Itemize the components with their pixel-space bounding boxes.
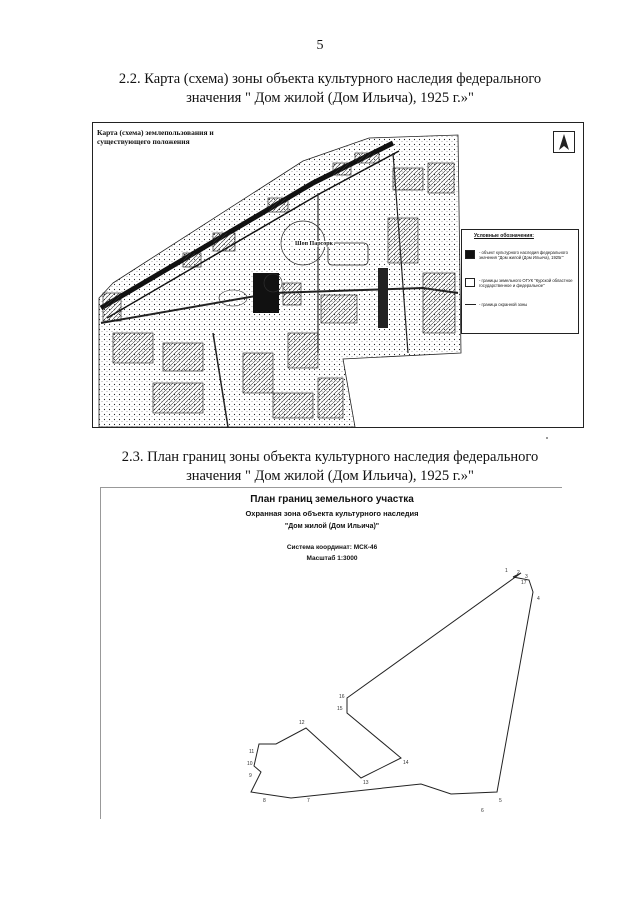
heading-line: значения " Дом жилой (Дом Ильича), 1925 г.»" [186,90,474,106]
plan-point-label: 11 [249,749,255,755]
plan-boundary-drawing [101,488,563,820]
plan-point-label: 7 [307,798,310,804]
plan-point-label: 10 [247,761,253,767]
map-title [97,128,297,146]
plan-object: "Дом жилой (Дом Ильича)" [284,523,380,530]
plan-point-label: 6 [481,808,484,814]
plan-point-label: 2 [517,570,520,576]
plan-subtitle: Охранная зона объекта культурного наследия [245,509,419,518]
plan-point-label: 8 [263,798,266,804]
plan-point-label: 5 [499,798,502,804]
legend-title: Условные обозначения: [474,233,534,239]
scan-dot [546,437,548,439]
plan-scale: Масштаб 1:3000 [306,555,358,562]
plan-point-label: 4 [537,596,540,602]
plan-point-label: 9 [249,773,252,779]
plan-point-label: 14 [403,760,409,766]
legend-swatch-boundary-icon [465,278,475,287]
legend-item-boundary: - границы земельного ОГУК "Курской областное государственное и федеральное" [479,278,573,288]
map-legend [461,229,579,334]
plan-point-label: 1 [505,568,508,574]
heading-line: 2.3. План границ зоны объекта культурного наследия федерального [121,449,539,465]
park-label: Шоп Парсорк [295,241,334,247]
plan-point-label: 13 [363,780,369,786]
plan-point-label: 16 [339,694,345,700]
section-heading-map [80,70,580,108]
heading-line: значения " Дом жилой (Дом Ильича), 1925 г.»" [186,468,474,484]
plan-point-label: 15 [337,706,343,712]
plan-figure [100,487,562,819]
legend-item-zone: - граница охранной зоны [479,302,528,307]
plan-point-label: 12 [299,720,305,726]
page-number: 5 [316,38,324,53]
map-title-line: существующего положения [97,137,190,146]
map-title-line: Карта (схема) землепользования и [97,128,214,137]
north-arrow-icon [553,131,575,153]
legend-line-zone-icon [465,304,476,305]
plan-point-label: 3 [525,574,528,580]
legend-swatch-object-icon [465,250,475,259]
heading-line: 2.2. Карта (схема) зоны объекта культурного наследия федерального [118,71,542,87]
plan-title: План границ земельного участка [250,494,414,505]
plan-coord-system: Система координат: МСК-46 [286,544,378,551]
section-heading-plan [80,448,580,486]
map-figure [92,122,584,428]
legend-item-object: - объект культурного наследия федерального значения "Дом жилой (Дом Ильича), 1925г" [479,250,568,260]
plan-point-label: 17 [521,580,527,586]
